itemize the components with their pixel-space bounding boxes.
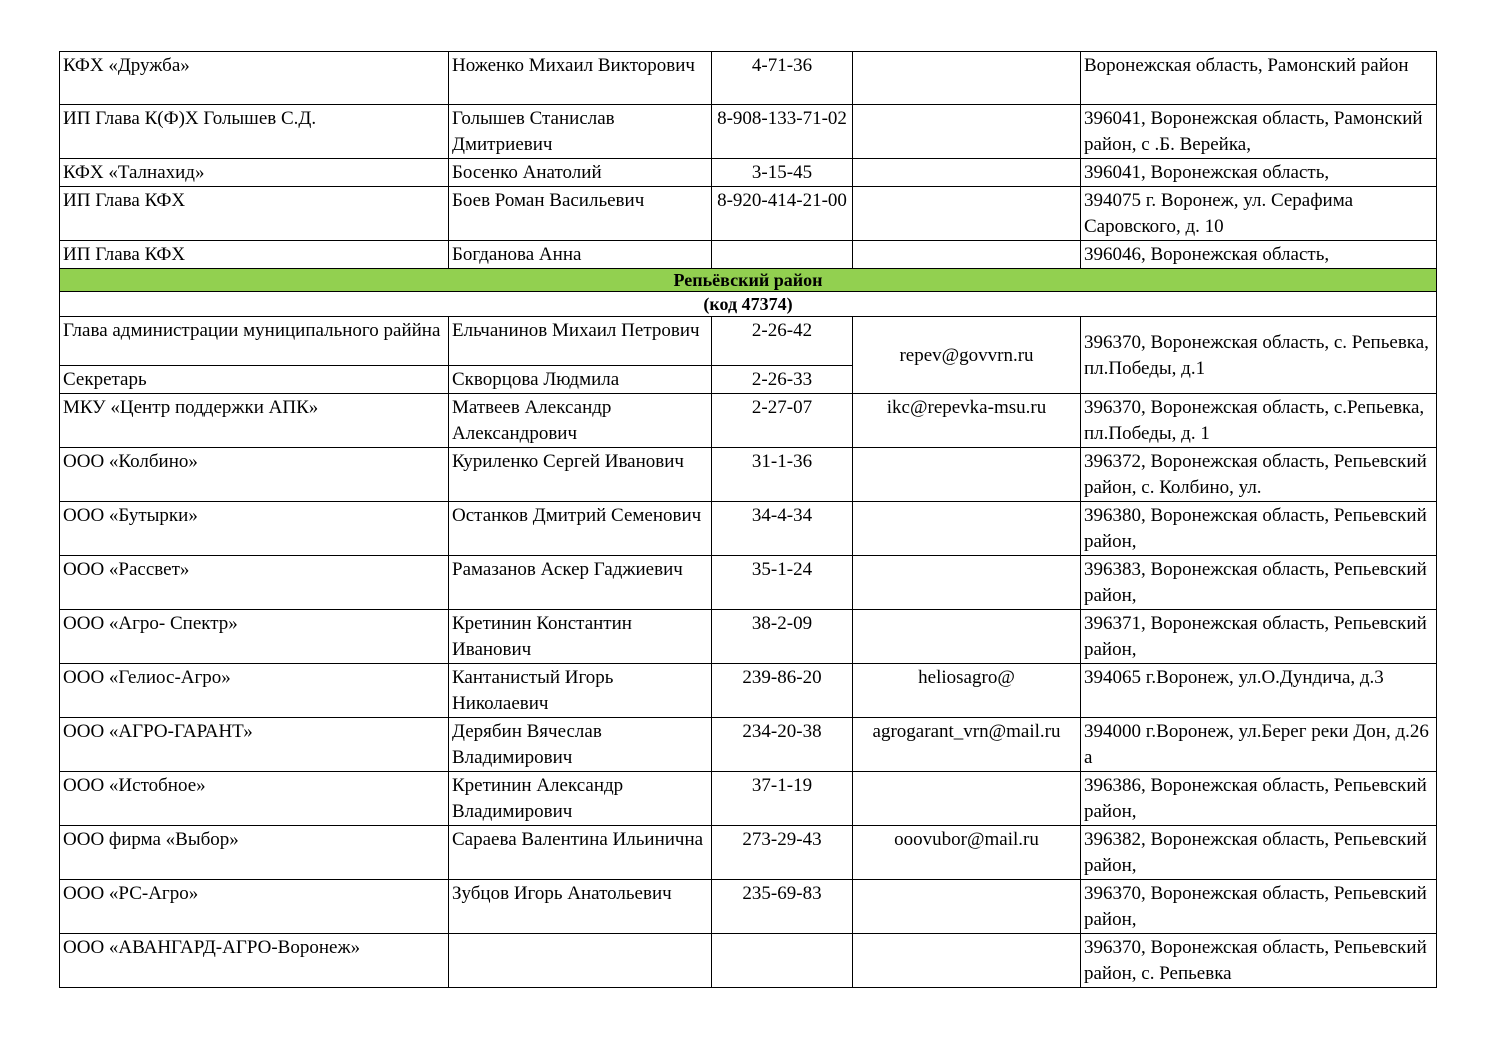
head-cell: Кретинин Александр Владимирович — [449, 772, 712, 826]
table-row — [60, 826, 1437, 880]
table-row — [60, 934, 1437, 988]
org-cell: ООО «АВАНГАРД-АГРО-Воронеж» — [60, 934, 449, 988]
table-row — [60, 610, 1437, 664]
org-cell: ООО «РС-Агро» — [60, 880, 449, 934]
email-cell: agrogarant_vrn@mail.ru — [853, 718, 1081, 772]
email-cell — [853, 105, 1081, 159]
phone-cell: 234-20-38 — [712, 718, 853, 772]
head-cell: Матвеев Александр Александрович — [449, 394, 712, 448]
address-cell: 396380, Воронежская область, Репьевский район, — [1081, 502, 1437, 556]
phone-cell: 2-26-42 — [712, 317, 853, 366]
address-cell: 396370, Воронежская область, с. Репьевка, пл.Победы, д.1 — [1081, 317, 1437, 394]
table-row — [60, 52, 1437, 105]
head-cell: Дерябин Вячеслав Владимирович — [449, 718, 712, 772]
email-cell — [853, 241, 1081, 269]
org-cell: ООО фирма «Выбор» — [60, 826, 449, 880]
table-row — [60, 394, 1437, 448]
org-cell: КФХ «Дружба» — [60, 52, 449, 105]
email-cell — [853, 934, 1081, 988]
address-cell: 396382, Воронежская область, Репьевский район, — [1081, 826, 1437, 880]
table-row — [60, 772, 1437, 826]
address-cell: 396372, Воронежская область, Репьевский район, с. Колбино, ул. — [1081, 448, 1437, 502]
phone-cell: 37-1-19 — [712, 772, 853, 826]
org-cell: ИП Глава КФХ — [60, 241, 449, 269]
table-row — [60, 159, 1437, 187]
email-cell: heliosagro@ — [853, 664, 1081, 718]
address-cell: 396371, Воронежская область, Репьевский район, — [1081, 610, 1437, 664]
email-cell — [853, 556, 1081, 610]
head-cell: Сараева Валентина Ильинична — [449, 826, 712, 880]
address-cell: Воронежская область, Рамонский район — [1081, 52, 1437, 105]
phone-cell: 3-15-45 — [712, 159, 853, 187]
phone-cell: 31-1-36 — [712, 448, 853, 502]
email-cell — [853, 502, 1081, 556]
table-row — [60, 718, 1437, 772]
head-cell: Кретинин Константин Иванович — [449, 610, 712, 664]
address-cell: 396041, Воронежская область, — [1081, 159, 1437, 187]
email-cell — [853, 159, 1081, 187]
head-cell: Голышев Станислав Дмитриевич — [449, 105, 712, 159]
table-row — [60, 241, 1437, 269]
phone-cell: 38-2-09 — [712, 610, 853, 664]
table-row — [60, 664, 1437, 718]
phone-cell: 273-29-43 — [712, 826, 853, 880]
org-cell: ООО «Агро- Спектр» — [60, 610, 449, 664]
email-cell — [853, 187, 1081, 241]
address-cell: 394065 г.Воронеж, ул.О.Дундича, д.3 — [1081, 664, 1437, 718]
head-cell: Рамазанов Аскер Гаджиевич — [449, 556, 712, 610]
head-cell: Куриленко Сергей Иванович — [449, 448, 712, 502]
head-cell: Останков Дмитрий Семенович — [449, 502, 712, 556]
address-cell: 396383, Воронежская область, Репьевский район, — [1081, 556, 1437, 610]
address-cell: 394000 г.Воронеж, ул.Берег реки Дон, д.26 а — [1081, 718, 1437, 772]
address-cell: 396370, Воронежская область, Репьевский район, — [1081, 880, 1437, 934]
table-row — [60, 187, 1437, 241]
phone-cell: 8-908-133-71-02 — [712, 105, 853, 159]
org-cell: МКУ «Центр поддержки АПК» — [60, 394, 449, 448]
phone-cell: 235-69-83 — [712, 880, 853, 934]
email-cell: ooovubor@mail.ru — [853, 826, 1081, 880]
head-cell: Ельчанинов Михаил Петрович — [449, 317, 712, 366]
phone-cell: 4-71-36 — [712, 52, 853, 105]
phone-cell: 35-1-24 — [712, 556, 853, 610]
address-cell: 396046, Воронежская область, — [1081, 241, 1437, 269]
email-cell: repev@govvrn.ru — [853, 317, 1081, 394]
table-row — [60, 502, 1437, 556]
org-cell: ИП Глава К(Ф)Х Голышев С.Д. — [60, 105, 449, 159]
org-cell: ООО «АГРО-ГАРАНТ» — [60, 718, 449, 772]
org-cell: ООО «Бутырки» — [60, 502, 449, 556]
table-row — [60, 448, 1437, 502]
phone-cell: 2-27-07 — [712, 394, 853, 448]
address-cell: 396386, Воронежская область, Репьевский район, — [1081, 772, 1437, 826]
head-cell: Скворцова Людмила — [449, 366, 712, 394]
org-cell: КФХ «Талнахид» — [60, 159, 449, 187]
address-cell: 394075 г. Воронеж, ул. Серафима Саровского, д. 10 — [1081, 187, 1437, 241]
phone-cell: 8-920-414-21-00 — [712, 187, 853, 241]
phone-cell — [712, 241, 853, 269]
table-row — [60, 317, 1437, 366]
address-cell: 396041, Воронежская область, Рамонский район, с .Б. Верейка, — [1081, 105, 1437, 159]
head-cell: Богданова Анна — [449, 241, 712, 269]
phone-cell — [712, 934, 853, 988]
address-cell: 396370, Воронежская область, Репьевский район, с. Репьевка — [1081, 934, 1437, 988]
email-cell — [853, 610, 1081, 664]
email-cell — [853, 448, 1081, 502]
table-row — [60, 105, 1437, 159]
email-cell — [853, 880, 1081, 934]
district-header-row — [60, 269, 1437, 292]
district-code: (код 47374) — [60, 292, 1437, 317]
head-cell: Босенко Анатолий — [449, 159, 712, 187]
head-cell: Боев Роман Васильевич — [449, 187, 712, 241]
org-cell: Глава администрации муниципального раййна — [60, 317, 449, 366]
head-cell: Зубцов Игорь Анатольевич — [449, 880, 712, 934]
district-name: Репьёвский район — [60, 269, 1437, 292]
org-cell: ООО «Истобное» — [60, 772, 449, 826]
table-row — [60, 880, 1437, 934]
org-cell: Секретарь — [60, 366, 449, 394]
address-cell: 396370, Воронежская область, с.Репьевка, пл.Победы, д. 1 — [1081, 394, 1437, 448]
org-cell: ИП Глава КФХ — [60, 187, 449, 241]
org-cell: ООО «Гелиос-Агро» — [60, 664, 449, 718]
phone-cell: 239-86-20 — [712, 664, 853, 718]
table-row — [60, 556, 1437, 610]
email-cell: ikc@repevka-msu.ru — [853, 394, 1081, 448]
phone-cell: 34-4-34 — [712, 502, 853, 556]
org-cell: ООО «Колбино» — [60, 448, 449, 502]
email-cell — [853, 772, 1081, 826]
head-cell: Ноженко Михаил Викторович — [449, 52, 712, 105]
head-cell: Кантанистый Игорь Николаевич — [449, 664, 712, 718]
email-cell — [853, 52, 1081, 105]
contacts-table — [59, 51, 1437, 988]
head-cell — [449, 934, 712, 988]
district-code-row — [60, 292, 1437, 317]
org-cell: ООО «Рассвет» — [60, 556, 449, 610]
phone-cell: 2-26-33 — [712, 366, 853, 394]
